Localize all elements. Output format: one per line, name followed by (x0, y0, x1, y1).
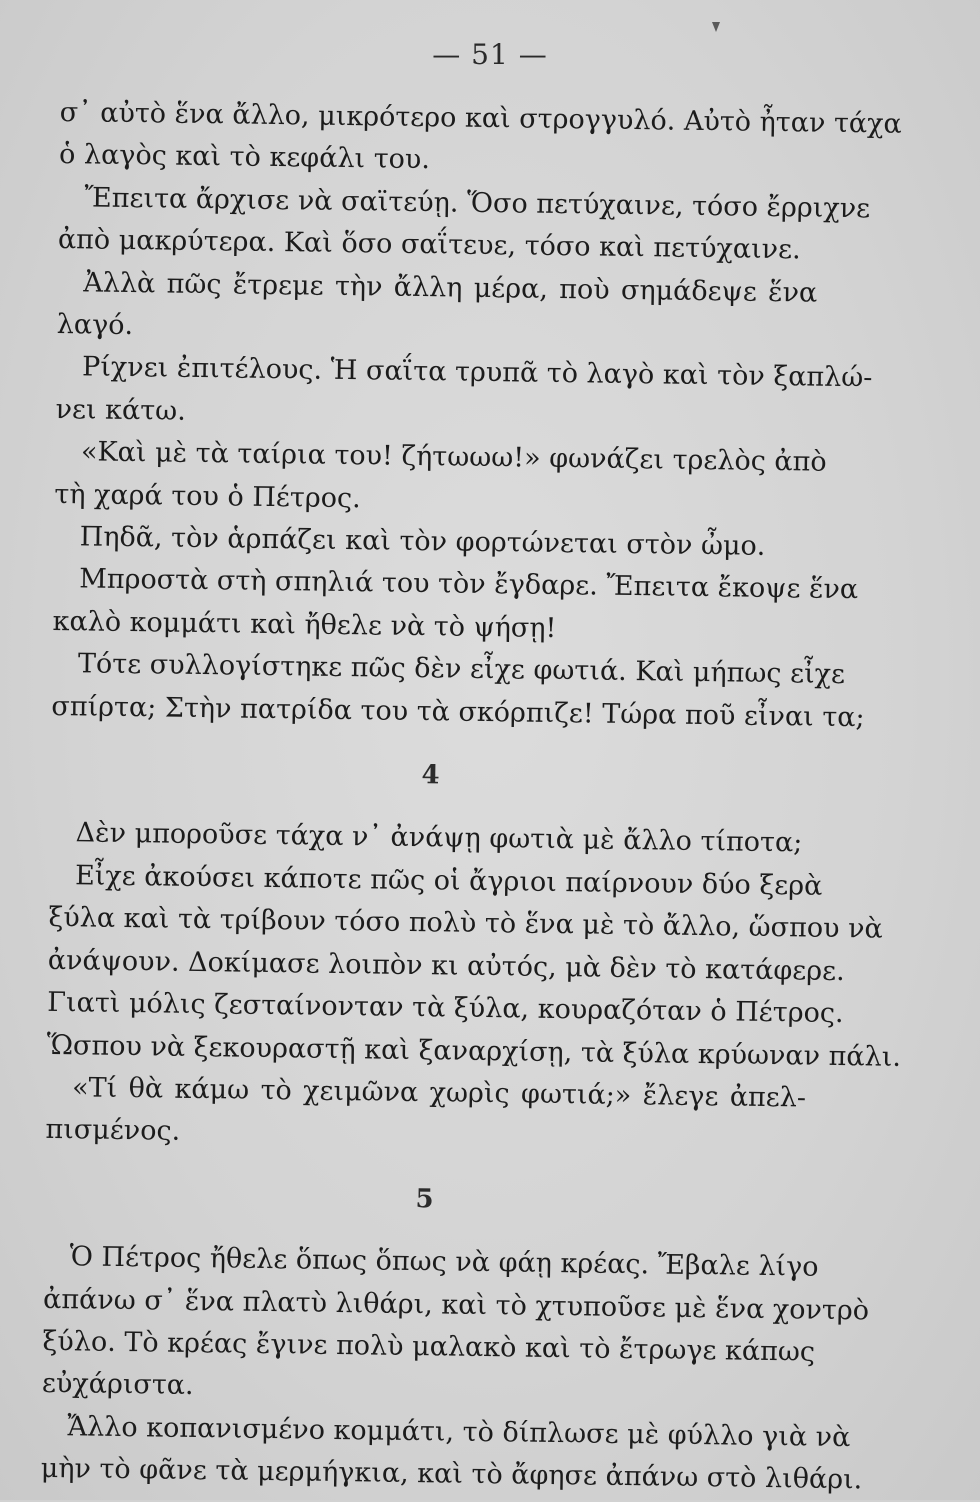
text-line: ὁ λαγὸς καὶ τὸ κεφάλι του. (58, 139, 431, 176)
text-line: Μπροστὰ στὴ σπηλιά του τὸν ἔγδαρε. Ἔπειτα ἔκοψε ἕνα (78, 563, 859, 606)
text-line: Ἄλλο κοπανισμένο κομμάτι, τὸ δίπλωσε μὲ φύλλο γιὰ νὰ (67, 1410, 851, 1453)
ink-mark (712, 22, 720, 32)
text-line: ἀπάνω σ᾽ ἕνα πλατὺ λιθάρι, καὶ τὸ χτυποῦσε μὲ ἕνα χοντρὸ (42, 1283, 870, 1326)
text-line: Δὲν μποροῦσε τάχα ν᾽ ἀνάψῃ φωτιὰ μὲ ἄλλο τίποτα; (75, 817, 803, 859)
text-line: Πηδᾶ, τὸν ἁρπάζει καὶ τὸν φορτώνεται στὸν ὦμο. (79, 521, 766, 562)
text-line: ξύλο. Τὸ κρέας ἔγινε πολὺ μαλακὸ καὶ τὸ ἔτρωγε κάπως (42, 1325, 816, 1368)
section-ornament: 5 (415, 1183, 434, 1215)
text-line: τὴ χαρά του ὁ Πέτρος. (54, 478, 361, 514)
text-line: λαγό. (56, 309, 134, 342)
body-text (40, 92, 902, 1501)
text-line: Ρίχνει ἐπιτέλους. Ἡ σαΐτα τρυπᾶ τὸ λαγὸ καὶ τὸν ξαπλώ- (81, 351, 873, 394)
text-line: σπίρτα; Στὴν πατρίδα του τὰ σκόρπιζε! Τώρα ποῦ εἶναι τα; (51, 690, 865, 733)
text-line: Τότε συλλογίστηκε πῶς δὲν εἶχε φωτιά. Καὶ μήπως εἶχε (77, 648, 846, 691)
text-line: μὴν τὸ φᾶνε τὰ μερμήγκια, καὶ τὸ ἄφησε ἀπάνω στὸ λιθάρι. (40, 1453, 863, 1496)
text-line: «Καὶ μὲ τὰ ταίρια του! ζήτωωω!» φωνάζει τρελὸς ἀπὸ (80, 436, 827, 478)
text-line: Ἔπειτα ἄρχισε νὰ σαϊτεύῃ. Ὅσο πετύχαινε, τόσο ἔρριχνε (84, 182, 871, 225)
text-line: Γιατὶ μόλις ζεσταίνονταν τὰ ξύλα, κουραζόταν ὁ Πέτρος. (47, 987, 844, 1030)
page-number: — 51 — (432, 38, 548, 71)
text-line: εὐχάριστα. (41, 1368, 194, 1402)
text-line: νει κάτω. (55, 393, 186, 427)
text-line: ἀπὸ μακρύτερα. Καὶ ὅσο σαΐτευε, τόσο καὶ πετύχαινε. (57, 224, 801, 266)
text-line: Ἀλλὰ πῶς ἔτρεμε τὴν ἄλλη μέρα, ποὺ σημάδεψε ἕνα (83, 266, 818, 309)
text-line: σ᾽ αὐτὸ ἕνα ἄλλο, μικρότερο καὶ στρογγυλό. Αὐτὸ ἦταν τάχα (59, 96, 902, 140)
text-line: ξύλα καὶ τὰ τρίβουν τόσο πολὺ τὸ ἕνα μὲ τὸ ἄλλο, ὥσπου νὰ (48, 902, 883, 945)
text-line: ἀνάψουν. Δοκίμασε λοιπὸν κι αὐτός, μὰ δὲν τὸ κατάφερε. (47, 944, 845, 987)
text-line: Εἶχε ἀκούσει κάποτε πῶς οἱ ἄγριοι παίρνουν δύο ξερὰ (74, 860, 823, 902)
section-ornament: 4 (421, 760, 440, 791)
text-line: καλὸ κομμάτι καὶ ἤθελε νὰ τὸ ψήσῃ! (52, 605, 557, 644)
text-line: Ὥσπου νὰ ξεκουραστῇ καὶ ξαναρχίσῃ, τὰ ξύλα κρύωναν πάλι. (46, 1029, 902, 1073)
text-line: πισμένος. (45, 1114, 181, 1148)
text-line: Ὁ Πέτρος ἤθελε ὅπως ὅπως νὰ φάῃ κρέας. Ἔβαλε λίγο (69, 1241, 819, 1283)
text-line: «Τί θὰ κάμω τὸ χειμῶνα χωρὶς φωτιά;» ἔλεγε ἀπελ- (71, 1072, 807, 1114)
